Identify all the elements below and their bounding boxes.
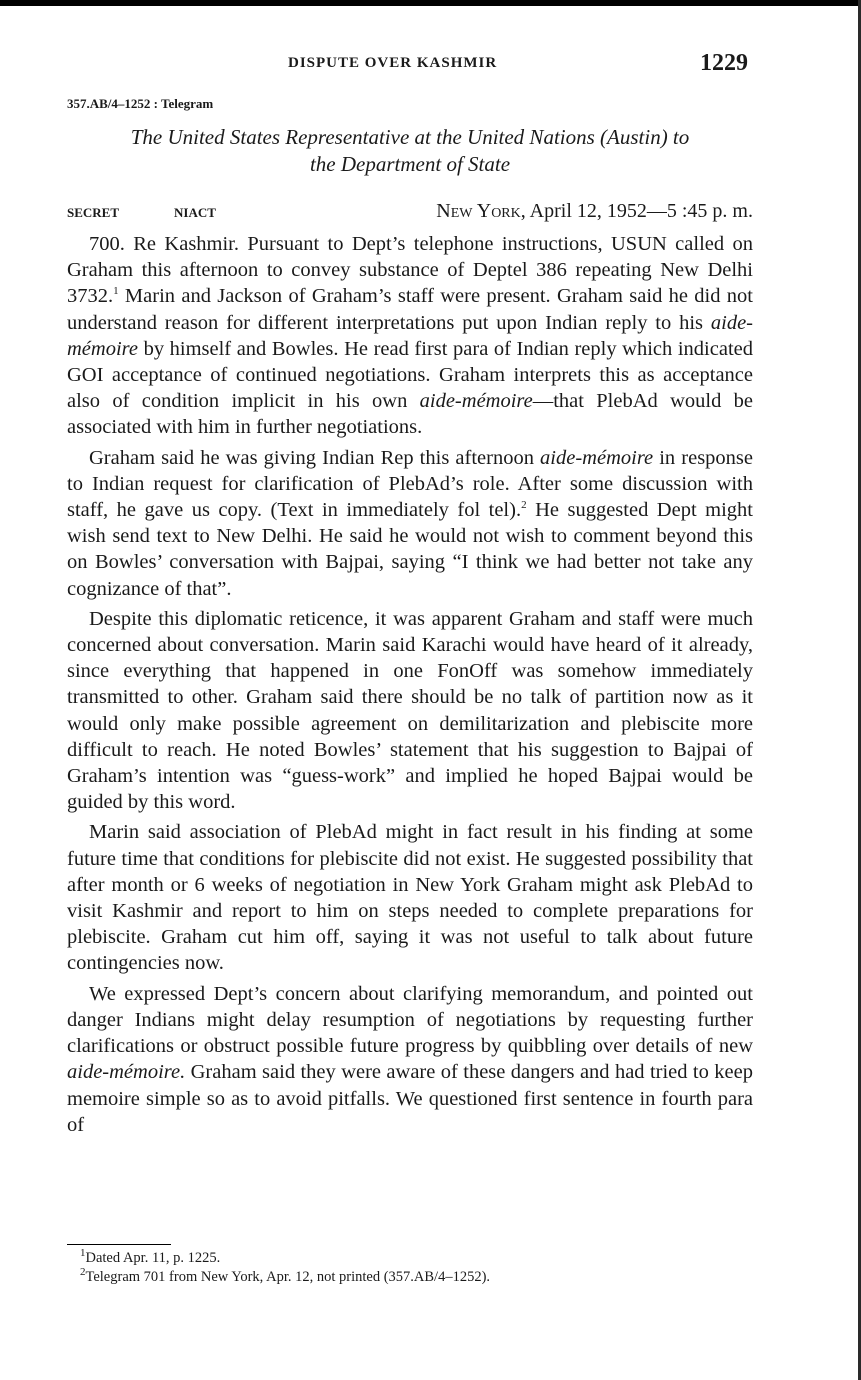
footnote-1-mark: 1	[80, 1247, 86, 1260]
p2-text-a: Graham said he was giving Indian Rep this afternoon	[89, 446, 541, 469]
document-title	[67, 124, 753, 178]
title-line-1: The United States Representative at the United Nations (Austin) to	[130, 125, 690, 149]
p2-italic-1: aide-mémoire	[540, 446, 654, 469]
footnote-2-text: Telegram 701 from New York, Apr. 12, not printed (357.AB/4–1252).	[85, 1269, 491, 1285]
footnote-rule	[67, 1244, 171, 1245]
paragraph-3: Despite this diplomatic reticence, it was apparent Graham and staff were much concerned about conversation. Marin said Karachi would have heard of it already, since everything that happened in one FonOff was somehow immediately transmitted to other. Graham said there should be no talk of partition now as it would only make possible agreement on demilitarization and plebiscite more difficult to reach. He noted Bowles’ statement that his suggestion to Bajpai of Graham’s intention was “guess-work” and implied he hoped Bajpai would be guided by this word.	[67, 607, 753, 814]
p5-italic-1: aide-mémoire.	[67, 1061, 186, 1084]
running-head: DISPUTE OVER KASHMIR	[288, 55, 498, 71]
p5-text-a: We expressed Dept’s concern about clarifying memorandum, and pointed out danger Indians might delay resumption of negotiations by requesting further clarifications or obstruct possible future progress by quibbling over details of new	[67, 982, 753, 1058]
telegram-body	[67, 231, 753, 1138]
p1-text-c: by himself and Bowles. He read first para of Indian reply which indicated GOI acceptance of continued negotiations. Graham interprets this as acceptance also of condition implicit in his own	[67, 337, 753, 413]
p2-text-b: in response to Indian request for clarification of PlebAd’s role. After some discussion with staff, he gave us copy. (Text in immediately fol tel).	[67, 446, 753, 522]
p5-text-b: Graham said they were aware of these dangers and had tried to keep memoire simple so as to avoid pitfalls. We questioned first sentence in fourth para of	[67, 1061, 753, 1136]
footnote-1	[80, 1249, 490, 1268]
footnote-1-text: Dated Apr. 11, p. 1225.	[85, 1250, 221, 1266]
footnote-ref-2: 2	[521, 499, 527, 512]
classification: SECRET	[67, 205, 120, 220]
p1-italic-2: aide-mémoire	[419, 390, 533, 413]
footnote-ref-1: 1	[113, 285, 119, 298]
precedence: NIACT	[174, 205, 216, 220]
paragraph-1	[67, 231, 753, 441]
p1-text-b: Marin and Jackson of Graham’s staff were present. Graham said he did not understand reason for different interpretations put upon Indian reply to his	[67, 285, 753, 334]
page-number: 1229	[700, 50, 748, 76]
p1-italic-1: aide-mémoire	[67, 311, 753, 360]
footnote-2-mark: 2	[80, 1266, 86, 1279]
footnotes	[80, 1249, 490, 1287]
paragraph-4: Marin said association of PlebAd might in fact result in his finding at some future time that conditions for plebiscite did not exist. He suggested possibility that after month or 6 weeks of negotiation in New York Graham might ask PlebAd to visit Kashmir and report to him on steps needed to complete preparations for plebiscite. Graham cut him off, saying it was not useful to talk about future contingencies now.	[67, 821, 753, 975]
paragraph-2	[67, 445, 753, 602]
title-line-2: the Department of State	[309, 152, 511, 176]
dateline	[436, 200, 753, 223]
dateline-place: New York,	[436, 200, 526, 222]
p2-text-c: He suggested Dept might wish send text to New Delhi. He said he would not wish to comment beyond this on Bowles’ conversation with Bajpai, saying “I think we had better not take any cognizance of that”.	[67, 499, 753, 600]
footnote-2	[80, 1268, 490, 1287]
top-edge-rule	[0, 0, 861, 6]
file-reference: 357.AB/4–1252 : Telegram	[67, 96, 214, 111]
paragraph-5	[67, 981, 753, 1138]
p1-text-d: —that PlebAd would be associated with him in further negotiations.	[67, 390, 753, 439]
p1-text-a: 700. Re Kashmir. Pursuant to Dept’s telephone instructions, USUN called on Graham this afternoon to convey substance of Deptel 386 repeating New Delhi 3732.	[67, 233, 753, 308]
telegram-header	[67, 200, 753, 226]
dateline-date: April 12, 1952—5 :45 p. m.	[529, 200, 753, 222]
